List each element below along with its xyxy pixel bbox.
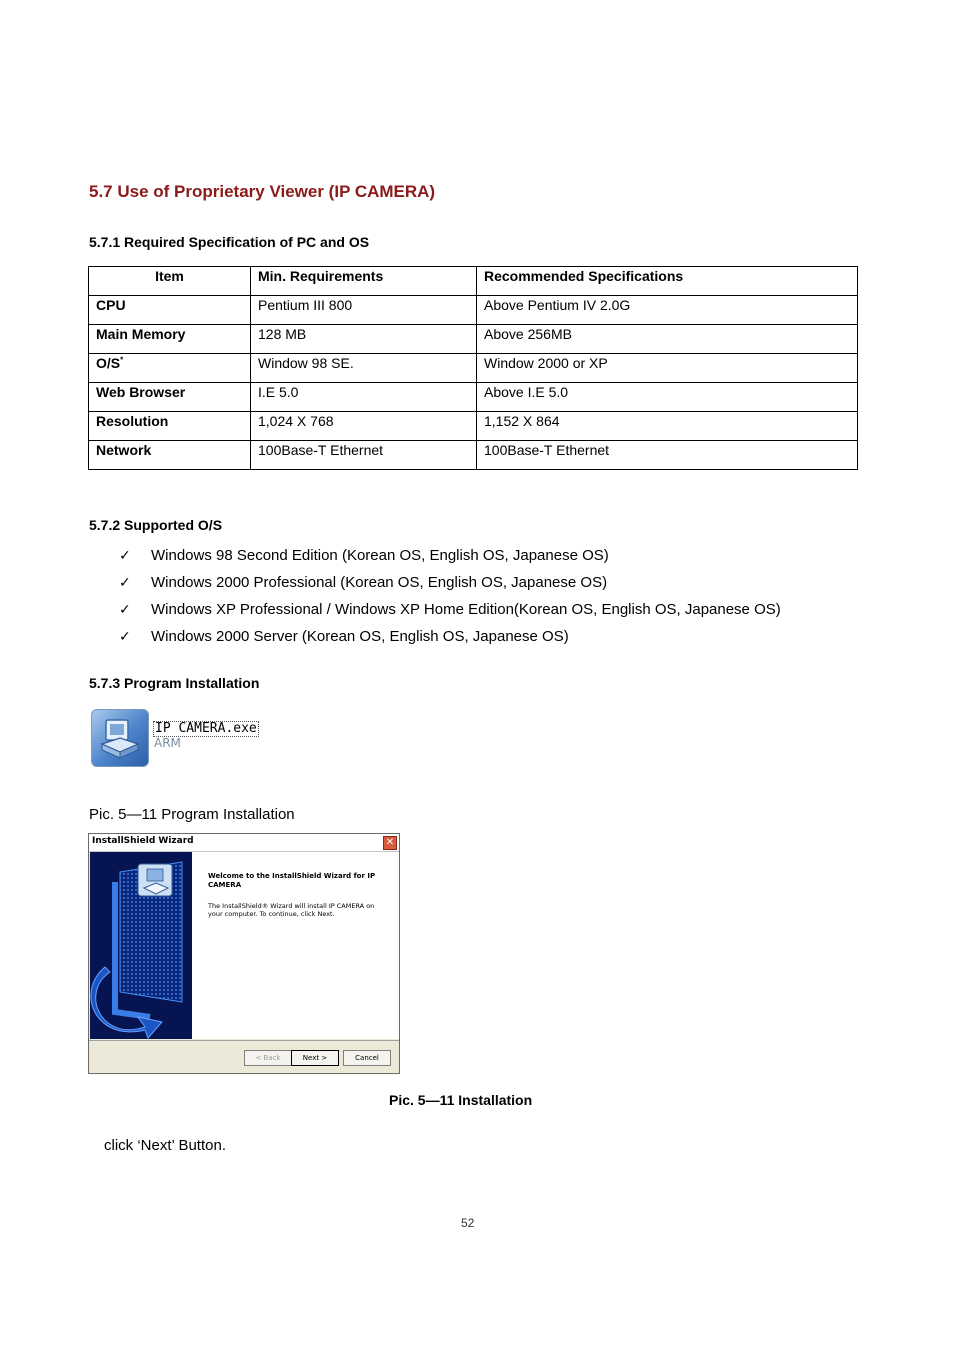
cell-recommended: Above Pentium IV 2.0G	[477, 296, 858, 325]
os-item-text: Windows 98 Second Edition (Korean OS, English OS, Japanese OS)	[151, 547, 609, 564]
subsection-title-os: 5.7.2 Supported O/S	[89, 517, 223, 533]
cell-recommended: 100Base-T Ethernet	[477, 441, 858, 470]
table-row	[89, 325, 858, 354]
list-item	[119, 573, 781, 600]
table-row	[89, 354, 858, 383]
cell-min: 128 MB	[251, 325, 477, 354]
figure-caption-program-installation: Pic. 5—11 Program Installation	[89, 806, 295, 823]
cell-min: 100Base-T Ethernet	[251, 441, 477, 470]
cell-recommended: 1,152 X 864	[477, 412, 858, 441]
subsection-title-install: 5.7.3 Program Installation	[89, 675, 260, 691]
footnote-mark: *	[120, 355, 124, 365]
table-row	[89, 441, 858, 470]
list-item	[119, 600, 781, 627]
table-row	[89, 412, 858, 441]
installer-subtitle: ARM	[154, 736, 181, 750]
list-item	[119, 546, 781, 573]
figure-caption-installation: Pic. 5—11 Installation	[389, 1092, 533, 1108]
row-label-os	[89, 354, 251, 383]
table-row	[89, 383, 858, 412]
install-wizard-window	[88, 833, 400, 1074]
check-icon: ✓	[119, 575, 131, 591]
installer-filename: IP CAMERA.exe	[155, 721, 257, 736]
os-item-text: Windows 2000 Professional (Korean OS, English OS, Japanese OS)	[151, 574, 608, 591]
check-icon: ✓	[119, 629, 131, 645]
subsection-title-spec: 5.7.1 Required Specification of PC and OS	[89, 234, 370, 250]
wizard-welcome-text: Welcome to the InstallShield Wizard for IP CAMERA	[208, 872, 376, 889]
os-item-text: Windows XP Professional / Windows XP Home Edition(Korean OS, English OS, Japanese OS)	[151, 601, 781, 618]
row-label: Main Memory	[89, 325, 251, 354]
row-label: Web Browser	[89, 383, 251, 412]
back-button[interactable]: < Back	[244, 1050, 292, 1066]
page-number: 52	[461, 1216, 475, 1230]
wizard-divider	[89, 1040, 399, 1041]
cell-recommended: Above 256MB	[477, 325, 858, 354]
wizard-title: InstallShield Wizard	[92, 836, 194, 846]
row-label: Resolution	[89, 412, 251, 441]
section-title: 5.7 Use of Proprietary Viewer (IP CAMERA)	[89, 182, 436, 201]
os-list	[119, 546, 781, 654]
installer-file[interactable]	[89, 707, 271, 769]
wizard-body-text: The InstallShield® Wizard will install IP CAMERA on your computer. To continue, click Next.	[208, 902, 375, 918]
header-recommended: Recommended Specifications	[477, 267, 858, 296]
check-icon: ✓	[119, 602, 131, 618]
table-row	[89, 296, 858, 325]
row-label: CPU	[89, 296, 251, 325]
list-item	[119, 627, 781, 654]
cell-min: Pentium III 800	[251, 296, 477, 325]
check-icon: ✓	[119, 548, 131, 564]
wizard-side-graphic	[90, 852, 192, 1039]
cell-recommended: Window 2000 or XP	[477, 354, 858, 383]
cell-recommended: Above I.E 5.0	[477, 383, 858, 412]
cell-min: 1,024 X 768	[251, 412, 477, 441]
os-item-text: Windows 2000 Server (Korean OS, English OS, Japanese OS)	[151, 628, 569, 645]
cell-min: Window 98 SE.	[251, 354, 477, 383]
next-button[interactable]: Next >	[291, 1050, 339, 1066]
instruction-note: click ‘Next’ Button.	[104, 1137, 226, 1154]
cancel-button[interactable]: Cancel	[343, 1050, 391, 1066]
wizard-content	[192, 852, 399, 1039]
close-icon[interactable]: ✕	[383, 836, 397, 850]
spec-table	[88, 266, 858, 470]
installer-icon	[91, 709, 149, 767]
header-min: Min. Requirements	[251, 267, 477, 296]
header-item: Item	[89, 267, 251, 296]
table-header-row	[89, 267, 858, 296]
cell-min: I.E 5.0	[251, 383, 477, 412]
row-label: Network	[89, 441, 251, 470]
row-label: O/S	[96, 355, 121, 371]
wizard-title-bar	[89, 834, 399, 852]
